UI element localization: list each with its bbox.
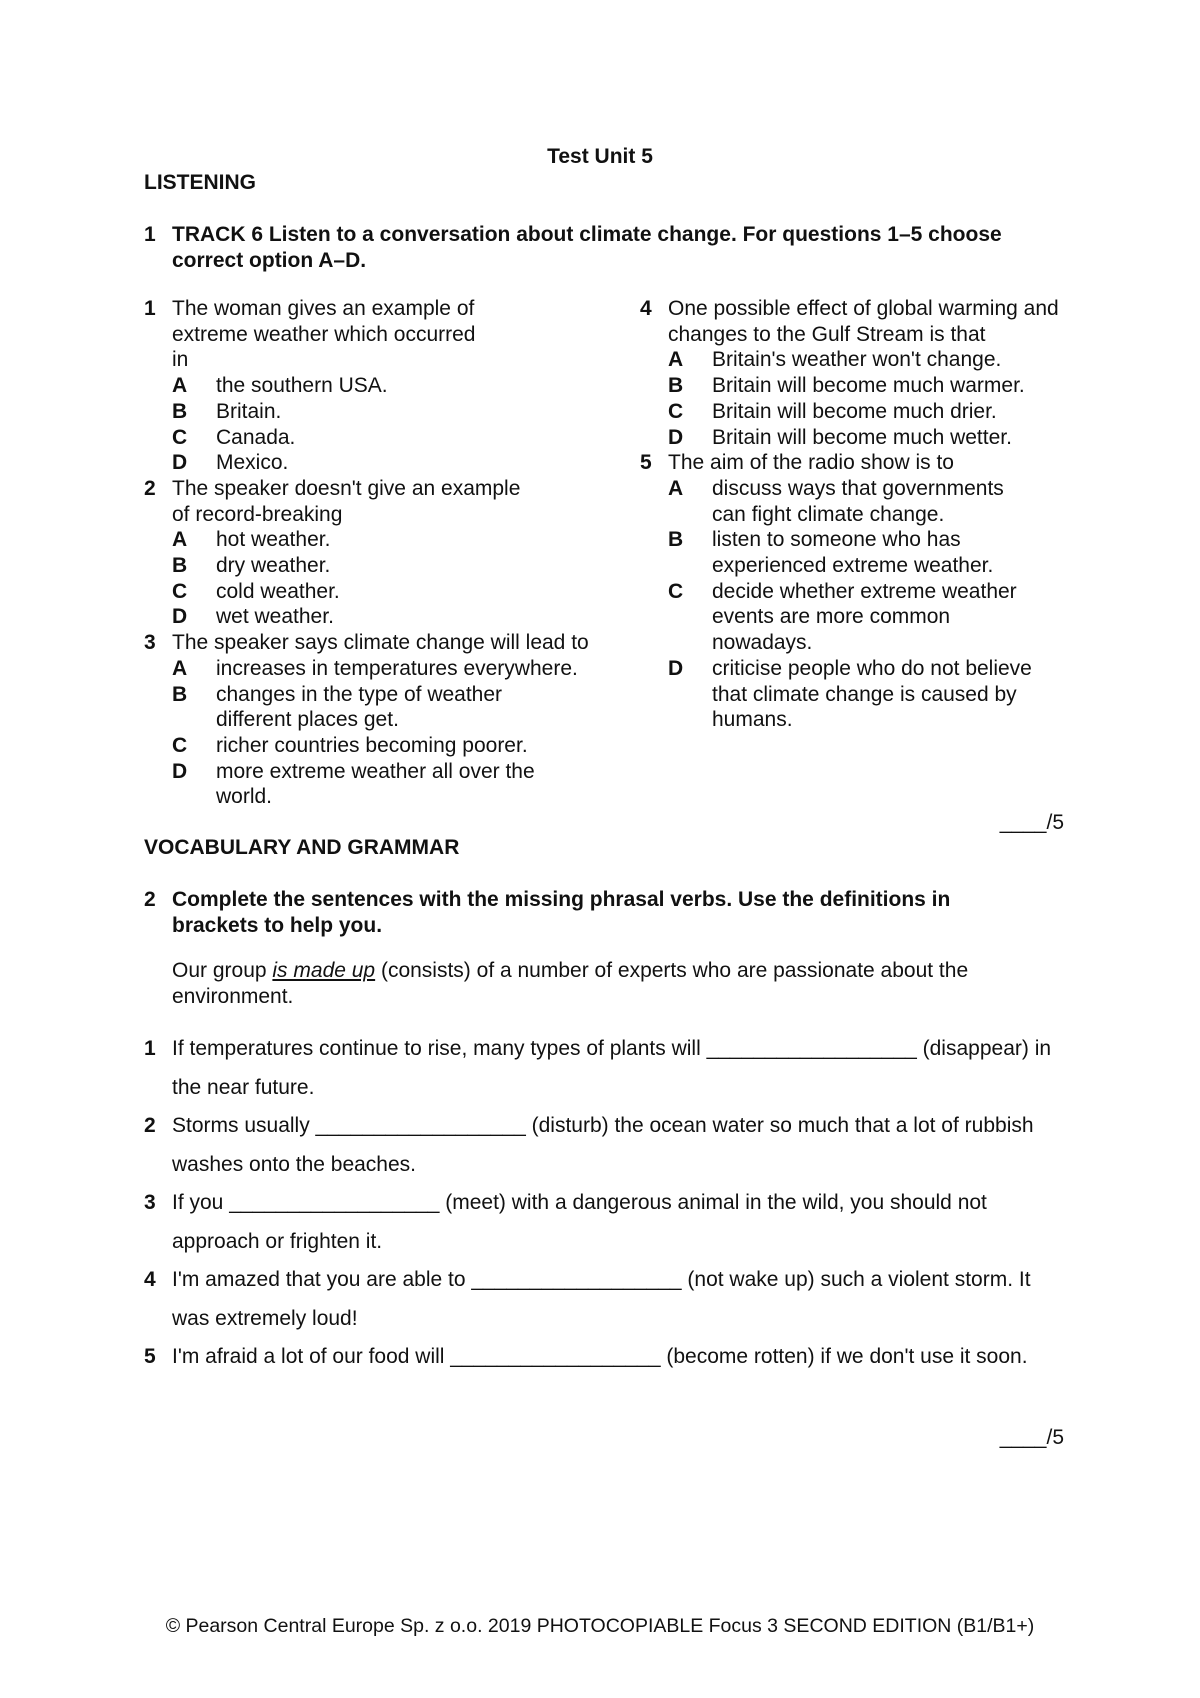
question-number: 1 [144, 297, 156, 320]
question [144, 296, 584, 373]
option[interactable] [640, 425, 1080, 451]
task-number: 2 [144, 888, 156, 911]
option-letter: A [172, 528, 188, 552]
option[interactable] [144, 759, 584, 810]
option[interactable] [144, 733, 584, 759]
gap-fill-item[interactable] [144, 1261, 1064, 1338]
questions-left-column [144, 296, 589, 810]
option-letter: D [668, 425, 684, 449]
option-text: Britain. [216, 399, 282, 423]
option[interactable] [144, 527, 584, 553]
option[interactable] [640, 347, 1080, 373]
question-stem: The speaker says climate change will lead to [172, 631, 589, 655]
option-text: wet weather. [216, 605, 334, 629]
option-text: decide whether extreme weather events are more common nowadays. [712, 579, 1017, 655]
option[interactable] [640, 476, 1080, 527]
question-stem: One possible effect of global warming and changes to the Gulf Stream is that [668, 297, 1059, 346]
option-text: dry weather. [216, 554, 331, 578]
option-letter: B [172, 554, 188, 578]
option-text: criticise people who do not believe that climate change is caused by humans. [712, 656, 1032, 732]
option[interactable] [144, 553, 584, 579]
question [640, 296, 1080, 347]
option[interactable] [144, 425, 584, 451]
option-letter: A [668, 476, 684, 500]
listening-score[interactable]: ____/5 [999, 811, 1064, 834]
item-text: I'm amazed that you are able to __________________ (not wake up) such a violent storm. It was extremely loud! [172, 1268, 1031, 1330]
item-text: Storms usually __________________ (disturb) the ocean water so much that a lot of rubbish washes onto the beaches. [172, 1114, 1034, 1176]
option-text: Britain will become much warmer. [712, 374, 1025, 398]
item-text: I'm afraid a lot of our food will __________________ (become rotten) if we don't use it soon. [172, 1345, 1028, 1368]
item-number: 2 [144, 1114, 156, 1137]
option-text: increases in temperatures everywhere. [216, 656, 578, 680]
question-number: 2 [144, 476, 156, 500]
option-letter: B [172, 682, 188, 706]
example-answer: is made up [272, 959, 376, 982]
option-letter: C [172, 579, 188, 603]
question-number: 5 [640, 451, 652, 475]
task-instruction-text: Complete the sentences with the missing phrasal verbs. Use the definitions in brackets to help you. [172, 888, 951, 937]
option-letter: D [172, 605, 188, 629]
option[interactable] [640, 579, 1080, 656]
option-letter: A [172, 374, 188, 398]
listening-instruction [144, 222, 1064, 273]
example-sentence [172, 958, 1042, 1009]
listening-heading: LISTENING [144, 171, 257, 194]
question-number: 4 [640, 297, 652, 320]
item-number: 4 [144, 1268, 156, 1291]
example-before: Our group [172, 959, 273, 982]
option-letter: B [172, 399, 188, 423]
page-title: Test Unit 5 [547, 145, 653, 168]
questions-right-column [640, 296, 1080, 733]
option[interactable] [144, 373, 584, 399]
copyright-footer: © Pearson Central Europe Sp. z o.o. 2019 PHOTOCOPIABLE Focus 3 SECOND EDITION (B1/B1+) [165, 1615, 1035, 1637]
example-after: (consists) of a number of experts who are passionate about the environment. [172, 959, 969, 1008]
option-text: more extreme weather all over the world. [216, 759, 535, 809]
option-letter: A [668, 348, 684, 372]
option-text: hot weather. [216, 528, 331, 552]
option[interactable] [144, 399, 584, 425]
option[interactable] [144, 604, 584, 630]
option[interactable] [640, 527, 1080, 578]
option-letter: D [172, 451, 188, 475]
option-letter: B [668, 374, 684, 398]
option-text: listen to someone who has experienced extreme weather. [712, 528, 994, 578]
option-text: Britain's weather won't change. [712, 348, 1002, 372]
option[interactable] [144, 579, 584, 605]
question-stem: The woman gives an example of extreme weather which occurred in [172, 297, 476, 372]
option-text: Canada. [216, 425, 296, 449]
vocabulary-instruction [144, 887, 1064, 938]
gap-fill-item[interactable] [144, 1107, 1064, 1184]
option[interactable] [144, 656, 584, 682]
option-letter: C [668, 399, 684, 423]
question-number: 3 [144, 631, 156, 655]
option[interactable] [144, 450, 584, 476]
question [640, 450, 1080, 476]
option[interactable] [640, 399, 1080, 425]
question [144, 630, 589, 656]
option-letter: B [668, 528, 684, 552]
task-instruction-text: TRACK 6 Listen to a conversation about climate change. For questions 1–5 choose correct option A–D. [172, 223, 1002, 272]
gap-fill-list [144, 1030, 1064, 1377]
option-letter: A [172, 656, 188, 680]
vocabulary-score[interactable]: ____/5 [999, 1426, 1064, 1449]
item-text: If temperatures continue to rise, many types of plants will __________________ (disappear) in the near future. [172, 1037, 1052, 1099]
option-letter: C [172, 733, 188, 757]
option-text: Mexico. [216, 451, 289, 475]
option-text: cold weather. [216, 579, 340, 603]
option[interactable] [144, 682, 584, 733]
option-letter: D [172, 759, 188, 783]
item-text: If you __________________ (meet) with a dangerous animal in the wild, you should not approach or frighten it. [172, 1191, 987, 1253]
option-text: richer countries becoming poorer. [216, 733, 528, 757]
gap-fill-item[interactable] [144, 1184, 1064, 1261]
gap-fill-item[interactable] [144, 1338, 1064, 1377]
option-letter: C [172, 425, 188, 449]
option-letter: D [668, 656, 684, 680]
option-text: discuss ways that governments can fight climate change. [712, 476, 1004, 526]
option[interactable] [640, 656, 1080, 733]
option-text: Britain will become much wetter. [712, 425, 1012, 449]
item-number: 5 [144, 1345, 156, 1368]
option-text: Britain will become much drier. [712, 399, 997, 423]
option[interactable] [640, 373, 1080, 399]
option-letter: C [668, 579, 684, 603]
gap-fill-item[interactable] [144, 1030, 1064, 1107]
question [144, 476, 584, 527]
option-text: changes in the type of weather different places get. [216, 682, 503, 732]
question-stem: The speaker doesn't give an example of record-breaking [172, 476, 521, 526]
option-text: the southern USA. [216, 374, 388, 398]
item-number: 3 [144, 1191, 156, 1214]
vocabulary-heading: VOCABULARY AND GRAMMAR [144, 836, 460, 859]
item-number: 1 [144, 1037, 156, 1060]
question-stem: The aim of the radio show is to [668, 451, 954, 475]
task-number: 1 [144, 223, 156, 246]
